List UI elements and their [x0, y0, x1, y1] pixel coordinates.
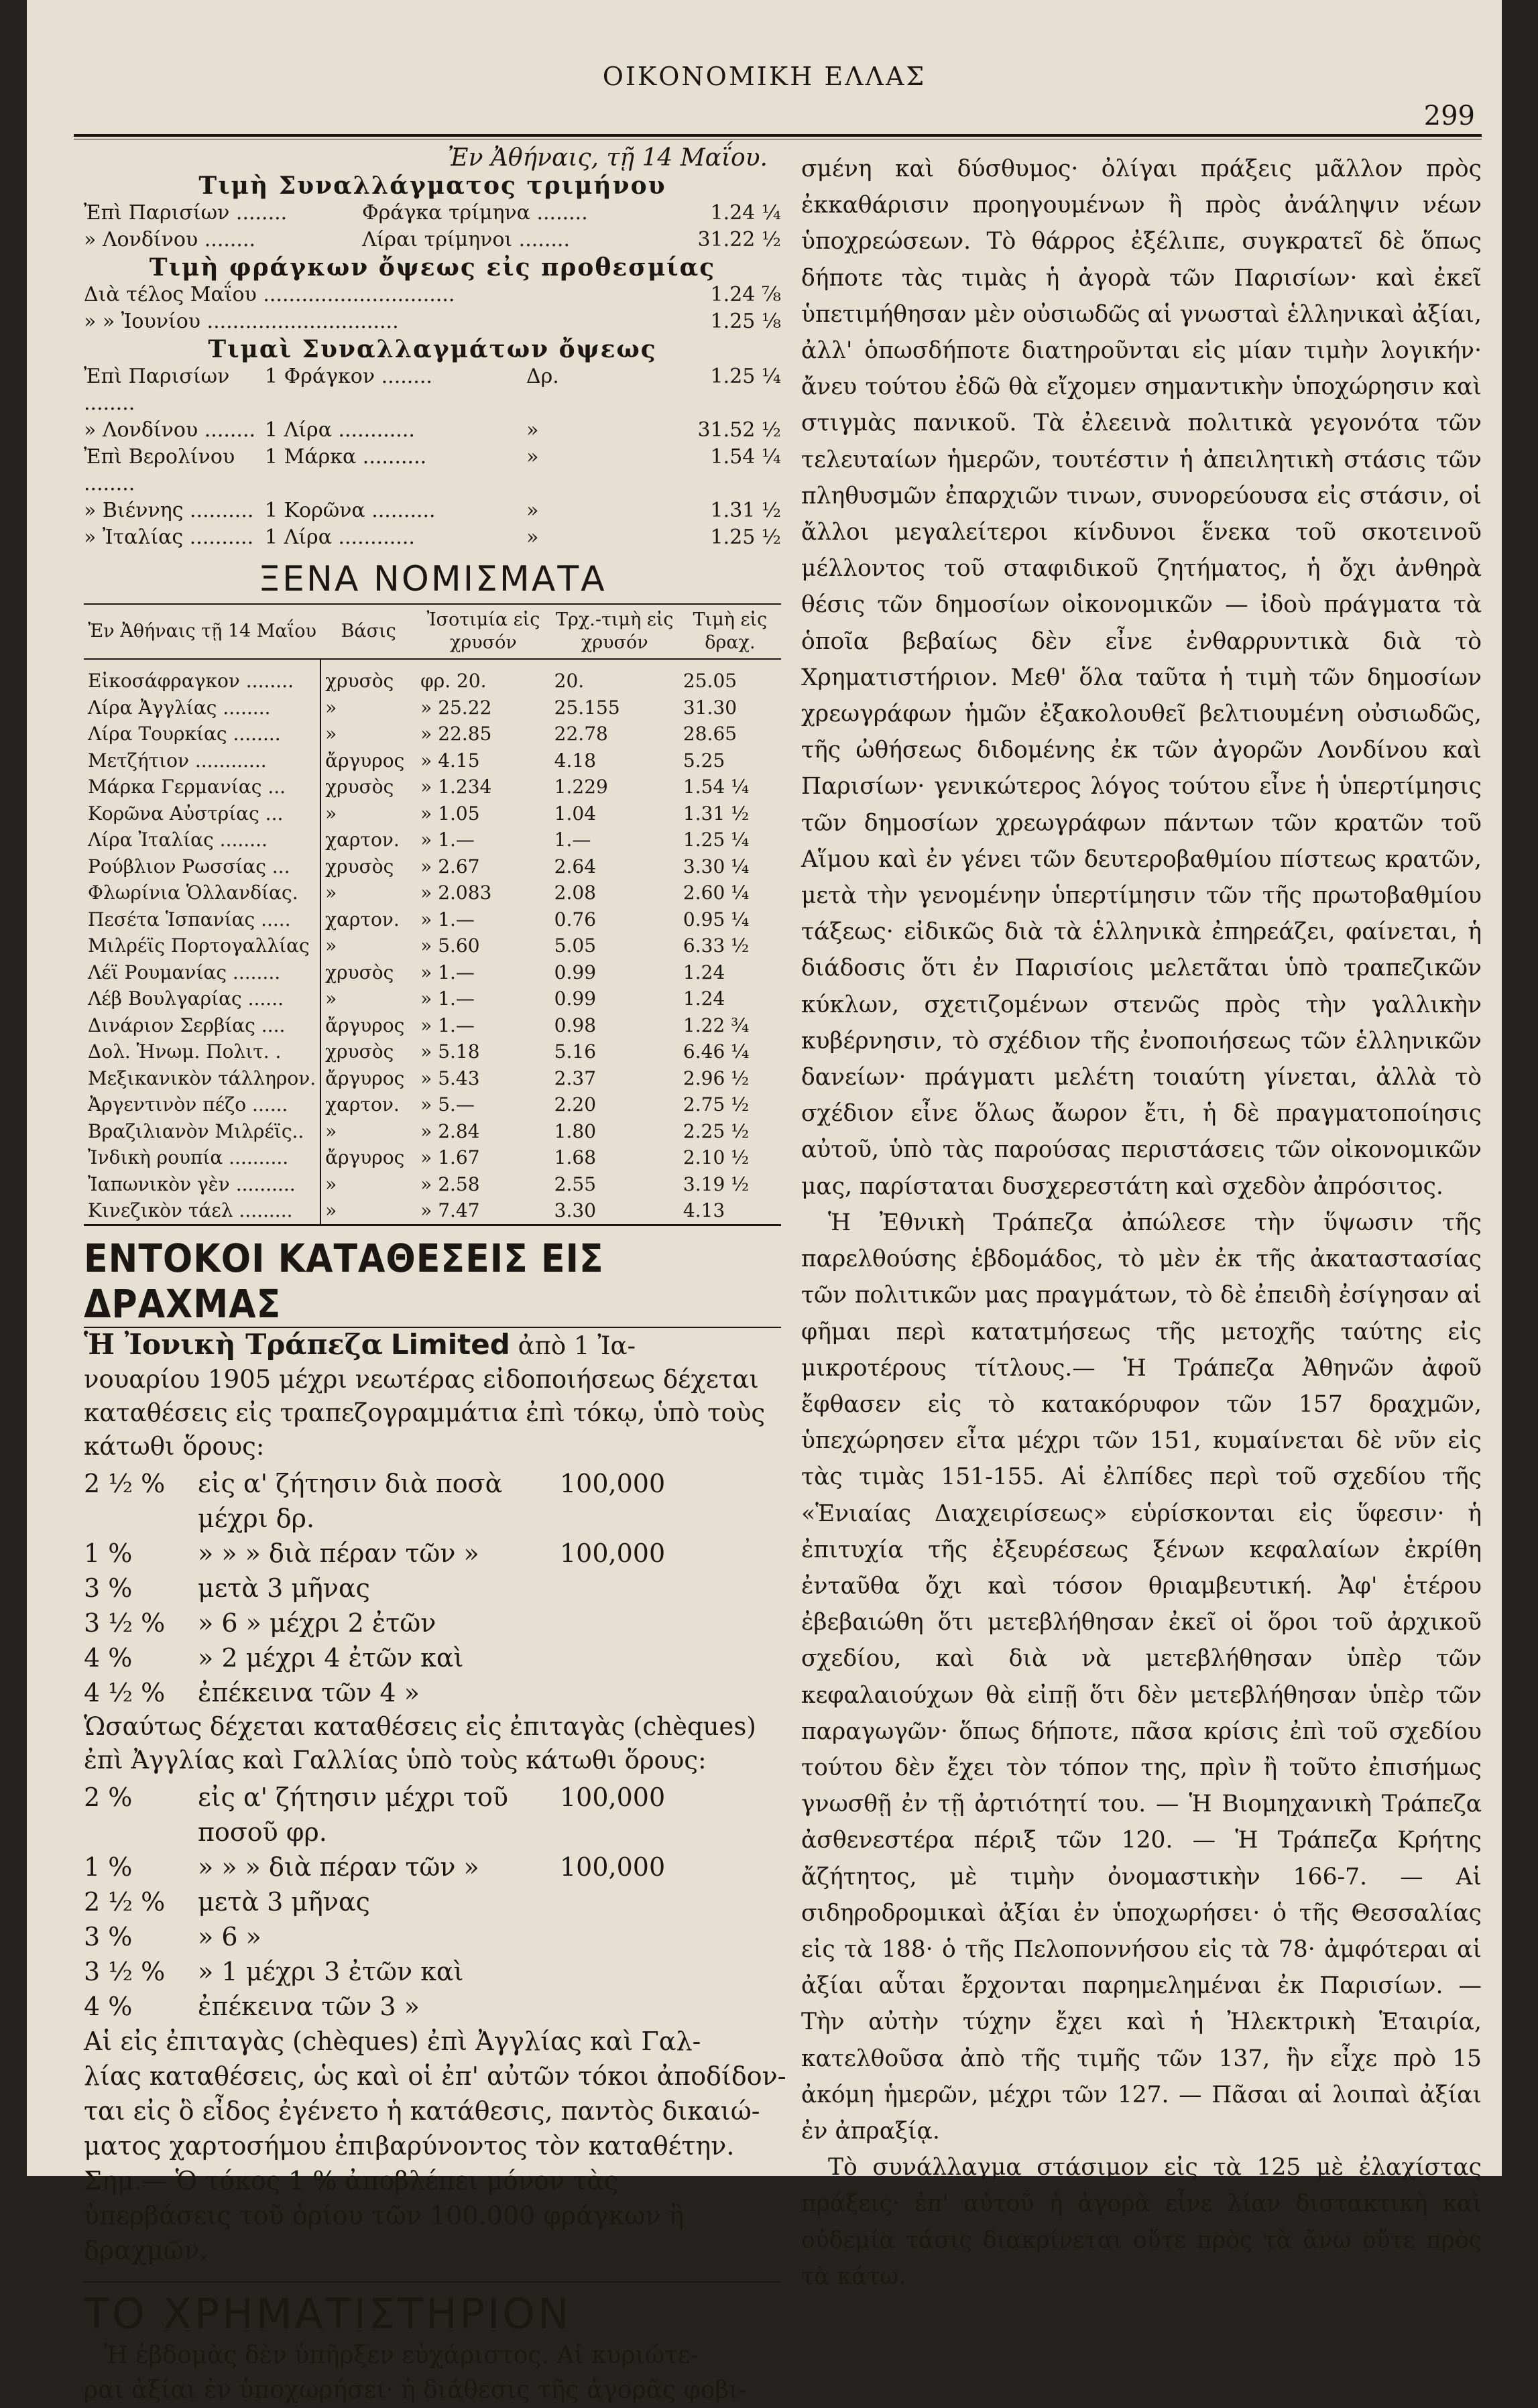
ad-line: Ὡσαύτως δέχεται καταθέσεις εἰς ἐπιταγὰς (chèques) [84, 1711, 756, 1741]
stock-exchange-title: ΤΟ ΧΡΗΜΑΤΙΣΤΗΡΙΟΝ [84, 2281, 781, 2338]
term-row [84, 1466, 781, 1536]
currency-name: Λίρα Ἀγγλίας ........ [84, 695, 320, 721]
currency-basis: χαρτον. [325, 1093, 400, 1116]
ad-line: ἀπὸ 1 Ἰα- [518, 1331, 636, 1360]
term-rate: 2 ½ % [84, 1886, 166, 1917]
currency-name: Μετζήτιον ............ [84, 747, 320, 774]
rate-value: 1.54 ¼ [710, 445, 781, 469]
forward-rows [84, 282, 781, 335]
currency-price: 1.25 ¼ [683, 829, 750, 851]
rate-label: Διὰ τέλος Μαΐου .............................. [84, 283, 455, 306]
currency-name: Ἰαπωνικὸν γὲν .......... [84, 1171, 320, 1198]
rate-label: Ἐπὶ Βερολίνου ........ [84, 445, 235, 495]
rate-row [84, 308, 781, 335]
rate-currency: Δρ. [526, 365, 559, 388]
rate-unit: 1 Κορῶνα .......... [265, 499, 436, 522]
currency-name: Λέϊ Ρουμανίας ........ [84, 959, 320, 986]
deposits-ad-title: ΕΝΤΟΚΟΙ ΚΑΤΑΘΕΣΕΙΣ ΕΙΣ ΔΡΑΧΜΑΣ [84, 1236, 781, 1328]
deposit-terms-1 [84, 1466, 781, 1710]
header-rule [74, 134, 1482, 139]
col-header-parity: Ἰσοτιμία εἰς χρυσόν [416, 604, 550, 659]
currency-basis: χρυσὸς [325, 855, 394, 878]
col-header-basis: Βάσις [320, 604, 416, 659]
rate-label: » » Ἰουνίου .............................. [84, 310, 399, 333]
currency-parity: » 2.083 [420, 882, 492, 904]
table-row [84, 695, 781, 721]
currency-price: 2.10 ½ [683, 1146, 750, 1168]
term-period: εἰς α' ζήτησιν μέχρι τοῦ ποσοῦ φρ. [198, 1782, 509, 1847]
term-row [84, 1989, 781, 2024]
term-amount [560, 1640, 781, 1675]
currency-current: 5.05 [554, 935, 597, 957]
table-row [84, 959, 781, 986]
term-period: » 6 » [198, 1921, 261, 1951]
currency-current: 1.80 [554, 1120, 597, 1142]
currency-current: 1.68 [554, 1146, 597, 1168]
running-title: ΟΙΚΟΝΟΜΙΚΗ ΕΛΛΑΣ [602, 62, 927, 91]
rate-label: » Λονδίνου ........ [84, 228, 256, 251]
term-row [84, 1954, 781, 1989]
currency-current: 3.30 [554, 1199, 597, 1221]
rate-currency: » [526, 499, 539, 522]
term-row [84, 1536, 781, 1571]
term-amount [560, 1884, 781, 1919]
currency-current: 0.99 [554, 987, 597, 1010]
term-period: εἰς α' ζήτησιν διὰ ποσὰ μέχρι δρ. [198, 1468, 503, 1533]
currencies-title: ΞΕΝΑ ΝΟΜΙΣΜΑΤΑ [258, 559, 607, 599]
table-row [84, 985, 781, 1012]
term-period: » » » διὰ πέραν τῶν » [198, 1852, 479, 1882]
currency-current: 0.98 [554, 1014, 597, 1036]
currency-basis: χαρτον. [325, 829, 400, 851]
term-period: » 1 μέχρι 3 ἐτῶν καὶ [198, 1956, 464, 1986]
currency-price: 1.24 [683, 987, 725, 1010]
ad-line: ται εἰς ὃ εἶδος ἐγένετο ἡ κατάθεσις, παντὸς δικαιώ- [84, 2096, 760, 2126]
ad-line: νουαρίου 1905 μέχρι νεωτέρας εἰδοποιήσεως δέχεται [84, 1364, 759, 1394]
rate-label: » Λονδίνου ........ [84, 418, 256, 442]
rate-value: 1.31 ½ [710, 499, 781, 522]
term-rate: 3 ½ % [84, 1608, 166, 1638]
currency-price: 1.31 ½ [683, 802, 750, 825]
table-row [84, 721, 781, 747]
currency-price: 0.95 ¼ [683, 908, 750, 930]
currency-current: 4.18 [554, 749, 597, 772]
left-column [84, 144, 786, 2408]
currency-name: Λέβ Βουλγαρίας ...... [84, 985, 320, 1012]
currency-basis: » [325, 882, 337, 904]
deposits-ad-body [84, 1328, 781, 1463]
currency-parity: » 1.234 [420, 776, 492, 798]
rate-value: 1.24 ⅞ [710, 283, 781, 306]
exchange-line: Ἡ ἑβδομὰς δὲν ὑπῆρξεν εὐχάριστος. Αἱ κυριώτε- [104, 2341, 699, 2369]
rate-label: Ἐπὶ Παρισίων ........ [84, 365, 230, 415]
section-title-sight: Τιμαὶ Συναλλαγμάτων ὄψεως [208, 335, 657, 363]
currency-current: 0.99 [554, 961, 597, 983]
term-amount [560, 1919, 781, 1954]
currency-price: 2.60 ¼ [683, 882, 750, 904]
table-row [84, 880, 781, 906]
table-row [84, 1118, 781, 1145]
col-header-date: Ἐν Ἀθήναις τῇ 14 Μαΐου [84, 604, 320, 659]
rate-unit: 1 Φράγκον ........ [265, 365, 432, 388]
term-rate: 1 % [84, 1852, 133, 1882]
rate-row [84, 227, 781, 253]
term-rate: 1 % [84, 1538, 133, 1568]
section-title-exchange-3m: Τιμὴ Συναλλάγματος τριμήνου [198, 172, 666, 200]
currency-current: 1.229 [554, 776, 608, 798]
currency-basis: » [325, 1199, 337, 1221]
term-row [84, 1571, 781, 1606]
rate-row [84, 363, 781, 417]
table-row [84, 800, 781, 827]
rate-currency: » [526, 445, 539, 469]
currency-basis: » [325, 935, 337, 957]
currency-parity: » 4.15 [420, 749, 480, 772]
term-period: μετὰ 3 μῆνας [198, 1886, 370, 1917]
currency-basis: ἄργυρος [325, 1014, 405, 1036]
table-row [84, 1197, 781, 1225]
term-amount [560, 1954, 781, 1989]
rate-currency: » [526, 418, 539, 442]
currency-price: 1.54 ¼ [683, 776, 750, 798]
article-paragraph: Τὸ συνάλλαγμα στάσιμον εἰς τὰ 125 μὲ ἐλαχίστας πράξεις· ἐπ' αὐτοῦ ἡ ἀγορὰ εἶνε λίαν διστακτικὴ καὶ οὐδεμία τάσις διακρίνεται οὔτε πρὸς τὰ ἄνω οὔτε πρὸς τὰ κάτω. [801, 2154, 1482, 2290]
term-rate: 3 ½ % [84, 1956, 166, 1986]
currency-price: 3.30 ¼ [683, 855, 750, 878]
ad-note: ὑπερβάσεις τοῦ ὁρίου τῶν 100.000 φράγκων ἢ [84, 2200, 685, 2230]
currency-parity: » 1.— [420, 829, 475, 851]
rate-row [84, 282, 781, 308]
ad-line: ἐπὶ Ἀγγλίας καὶ Γαλλίας ὑπὸ τοὺς κάτωθι ὅρους: [84, 1745, 707, 1774]
exchange-line: ραι ἀξίαι ἐν ὑποχωρήσει· ἡ διάθεσις τῆς ἀγορᾶς φοβι- [84, 2376, 747, 2404]
article-paragraph: σμένη καὶ δύσθυμος· ὀλίγαι πράξεις μᾶλλον πρὸς ἐκκαθάρισιν προηγουμένων ἢ πρὸς ἀνάληψιν νέων ὑποχρεώσεων. Τὸ θάρρος ἐξέλιπε, συγκρατεῖ δὲ ὅπως δήποτε τὰς τιμὰς ἡ ἀγορὰ τῶν Παρισίων· καὶ ἐκεῖ ὑπετιμήθησαν μὲν οὐσιωδῶς αἱ γνωσταὶ ἑλληνικαὶ ἀξίαι, ἀλλ' ὁπωσδήποτε διατηροῦνται εἰς μίαν τιμὴν λογικήν· ἄνευ τούτου ἐδῶ θὰ εἴχομεν σημαντικὴν ὑποχώρησιν καὶ στιγμὰς πανικοῦ. Τὰ ἐλεεινὰ πολιτικὰ γεγονότα τῶν τελευταίων ἡμερῶν, τουτέστιν ἡ ἀπειλητικὴ στάσις τῶν πληθυσμῶν ἐπαρχιῶν τινων, συνορεύουσα εἰς στάσιν, οἱ ἄλλοι μεγαλείτεροι κίνδυνοι ἕνεκα τοῦ σκοτεινοῦ μέλλοντος τοῦ σταφιδικοῦ ζητήματος, ἡ ὄχι ἀνθηρὰ θέσις τῶν δημοσίων οἰκονομικῶν — ἰδοὺ πράγματα τὰ ὁποῖα βεβαίως δὲν εἶνε ἐνθαρρυντικὰ διὰ τὸ Χρηματιστήριον. Μεθ' ὅλα ταῦτα ἡ τιμὴ τῶν δημοσίων χρεωγράφων ἡμῶν ἐξακολουθεῖ βελτιουμένη οὐσιωδῶς, τῆς ὠθήσεως διδομένης ἐκ τῶν ἀγορῶν Λονδίνου καὶ Παρισίων· γενικώτερος λόγος τούτου εἶνε ἡ ὑπερτίμησις τῶν δημοσίων χρεωγράφων πάντων τῶν κρατῶν τοῦ Αἵμου καὶ ἐν γένει τῶν δευτεροβαθμίου πίστεως κρατῶν, μετὰ τὴν γενομένην ὑπερτίμησιν τῶν τῆς πρωτοβαθμίου τάξεως· εἰδικῶς διὰ τὰ ἑλληνικὰ ἐπηρεάζει, φαίνεται, ἡ διάδοσις ὅτι ἐν Παρισίοις μελετᾶται ὑπὸ τραπεζικῶν κύκλων, σχετιζομένων στενῶς πρὸς τὴν γαλλικὴν κυβέρνησιν, τὸ σχέδιον τῆς ἐνοποιήσεως τῶν ἑλληνικῶν δανείων· πράγματι μελέτη τοιαύτη γίνεται, ἀλλὰ τὸ σχέδιον εἶνε ὅλως ἄωρον ἔτι, ἡ δὲ πραγματοποίησις αὐτοῦ, ὑπὸ τὰς παρούσας περιστάσεις τῶν οἰκονομικῶν μας, παρίσταται δυσχερεστάτη καὶ σχεδὸν ἀπρόσιτος. [801, 156, 1482, 1200]
currency-price: 2.25 ½ [683, 1120, 750, 1142]
term-amount: 100,000 [560, 1782, 666, 1812]
currency-current: 5.16 [554, 1040, 597, 1063]
deposits-mid [84, 1710, 781, 1777]
currency-name: Μεξικανικὸν τάλληρον. [84, 1065, 320, 1092]
currency-current: 0.76 [554, 908, 597, 930]
currency-parity: » 25.22 [420, 696, 492, 719]
rate-desc: Λίραι τρίμηνοι ........ [362, 228, 570, 251]
term-rate: 2 ½ % [84, 1468, 166, 1498]
currency-price: 2.75 ½ [683, 1093, 750, 1116]
table-row [84, 906, 781, 933]
currency-price: 28.65 [683, 723, 737, 745]
currency-basis: χαρτον. [325, 908, 400, 930]
rate-value: 1.25 ½ [710, 526, 781, 549]
currency-parity: » 1.— [420, 961, 475, 983]
currency-parity: » 5.60 [420, 935, 480, 957]
table-row [84, 1038, 781, 1065]
currency-price: 6.46 ¼ [683, 1040, 750, 1063]
term-rate: 2 % [84, 1782, 133, 1812]
currency-name: Λίρα Τουρκίας ........ [84, 721, 320, 747]
table-row [84, 1144, 781, 1171]
currency-parity: » 22.85 [420, 723, 492, 745]
currency-current: 20. [554, 670, 585, 692]
term-row [84, 1780, 781, 1850]
deposit-terms-2 [84, 1780, 781, 2024]
rate-unit: 1 Μάρκα .......... [265, 445, 427, 469]
currency-parity: » 2.67 [420, 855, 480, 878]
currency-parity: » 1.67 [420, 1146, 480, 1168]
rate-value: 1.25 ¼ [710, 365, 781, 388]
table-row [84, 853, 781, 880]
currency-name: Εἰκοσάφραγκον ........ [84, 659, 320, 695]
ad-line: Αἱ εἰς ἐπιταγὰς (chèques) ἐπὶ Ἀγγλίας καὶ Γαλ- [84, 2026, 701, 2056]
term-amount: 100,000 [560, 1468, 666, 1498]
ad-note: δραχμῶν. [84, 2235, 208, 2265]
currency-parity: » 7.47 [420, 1199, 480, 1221]
table-row [84, 774, 781, 800]
table-row [84, 1171, 781, 1198]
term-amount [560, 1989, 781, 2024]
currency-price: 31.30 [683, 696, 737, 719]
currency-basis: ἄργυρος [325, 1067, 405, 1089]
currencies-table [84, 603, 781, 1226]
term-row [84, 1884, 781, 1919]
currency-name: Λίρα Ἰταλίας ........ [84, 827, 320, 853]
term-period: ἐπέκεινα τῶν 3 » [198, 1991, 420, 2021]
rate-currency: » [526, 526, 539, 549]
currency-parity: » 1.— [420, 1014, 475, 1036]
currency-current: 1.— [554, 829, 591, 851]
currency-name: Βραζιλιανὸν Μιλρέϊς.. [84, 1118, 320, 1145]
term-row [84, 1640, 781, 1675]
rate-row [84, 524, 781, 551]
col-header-current: Τρχ.-τιμὴ εἰς χρυσόν [550, 604, 679, 659]
term-row [84, 1850, 781, 1884]
rate-label: Ἐπὶ Παρισίων ........ [84, 201, 288, 225]
currency-basis: » [325, 1120, 337, 1142]
term-period: » 2 μέχρι 4 ἐτῶν καὶ [198, 1642, 464, 1673]
currency-basis: χρυσὸς [325, 961, 394, 983]
currency-price: 1.22 ¾ [683, 1014, 750, 1036]
article-paragraph: Ἡ Ἐθνικὴ Τράπεζα ἀπώλεσε τὴν ὕψωσιν τῆς παρελθούσης ἑβδομάδος, τὸ μὲν ἐκ τῆς ἀκαταστασίας τῶν πολιτικῶν μας πραγμάτων, τὸ δὲ ἐπειδὴ ἐσίγησαν αἱ φῆμαι περὶ κατατμήσεως τῆς μετοχῆς ταύτης εἰς μικροτέρους τίτλους.— Ἡ Τράπεζα Ἀθηνῶν ἀφοῦ ἔφθασεν εἰς τὸ κατακόρυφον τῶν 157 δραχμῶν, ὑπεχώρησεν εἶτα μέχρι τῶν 151, κυμαίνεται δὲ νῦν εἰς τὰς τιμὰς 151-155. Αἱ ἐλπίδες περὶ τοῦ σχεδίου τῆς «Ἑνιαίας Διαχειρίσεως» εὑρίσκονται εἰς ὕφεσιν· ἡ ἐπιτυχία τῆς ἐξευρέσεως ξένων κεφαλαίων ἐκρίθη ἐνταῦθα ὄχι καὶ τόσον θριαμβευτική. Ἀφ' ἑτέρου ἐβεβαιώθη ὅτι μετεβλήθησαν ἐκεῖ οἱ ὅροι τοῦ ἀρχικοῦ σχεδίου, καὶ διὰ νὰ μετεβλήθησαν ὑπὲρ τῶν κεφαλαιούχων θὰ εἰπῇ ὅτι δὲν μετεβλήθησαν ὑπὲρ τῶν παραγωγῶν· ὅπως δήποτε, πᾶσα κρίσις ἐπὶ τοῦ σχεδίου τούτου δὲν ἔχει τὸν τόπον της, πρὶν ἢ τοῦτο ἐπισήμως γνωσθῇ ἐν τῇ ἀρτιότητί του. — Ἡ Βιομηχανικὴ Τράπεζα ἀσθενεστέρα πέριξ τῶν 120. — Ἡ Τράπεζα Κρήτης ἄζήτητος, μὲ τιμὴν ὀνομαστικὴν 166-7. — Αἱ σιδηροδρομικαὶ ἀξίαι ἐν ὑποχωρήσει· ὁ τῆς Θεσσαλίας εἰς τὰ 188· ὁ τῆς Πελοποννήσου εἰς τὰ 78· ἀμφότεραι αἱ ἀξίαι αὗται ἔρχονται παρημελημέναι ἐκ Παρισίων. — Τὴν αὐτὴν τύχην ἔχει καὶ ἡ Ἠλεκτρικὴ Ἑταιρία, κατελθοῦσα ἀπὸ τῆς τιμῆς τῶν 137, ἣν εἶχε πρὸ 15 ἀκόμη ἡμερῶν, μέχρι τῶν 127. — Πᾶσαι αἱ λοιπαὶ ἀξίαι ἐν ἀπραξίᾳ. [801, 1209, 1482, 2145]
ad-note: Σημ.— Ὁ τόκος 1 % ἀποβλέπει μόνον τὰς [84, 2165, 619, 2195]
rate-value: 1.24 ¼ [710, 201, 781, 225]
currency-parity: » 5.18 [420, 1040, 480, 1063]
currency-basis: » [325, 802, 337, 825]
currency-parity: φρ. 20. [420, 670, 487, 692]
newspaper-page [27, 0, 1502, 2404]
term-row [84, 1675, 781, 1710]
rate-row [84, 417, 781, 444]
bank-name: Ἡ Ἰονικὴ Τράπεζα [84, 1327, 383, 1361]
currency-basis: χρυσὸς [325, 776, 394, 798]
currency-current: 2.08 [554, 882, 597, 904]
ad-line: ματος χαρτοσήμου ἐπιβαρύνοντος τὸν καταθέτην. [84, 2130, 735, 2161]
rate-value: 1.25 ⅛ [710, 310, 781, 333]
table-row [84, 1091, 781, 1118]
currency-basis: ἄργυρος [325, 1146, 405, 1168]
rate-value: 31.22 ½ [697, 228, 781, 251]
term-rate: 3 % [84, 1573, 133, 1603]
term-row [84, 1606, 781, 1640]
currency-name: Ἀργεντινὸν πέζο ...... [84, 1091, 320, 1118]
term-amount [560, 1606, 781, 1640]
term-period: » 6 » μέχρι 2 ἐτῶν [198, 1608, 436, 1638]
currency-parity: » 5.— [420, 1093, 475, 1116]
currency-parity: » 2.58 [420, 1172, 480, 1195]
term-row [84, 1919, 781, 1954]
rate-unit: 1 Λίρα ............ [265, 418, 415, 442]
section-title-forward: Τιμὴ φράγκων ὄψεως εἰς προθεσμίας [149, 253, 716, 282]
term-period: ἐπέκεινα τῶν 4 » [198, 1677, 420, 1707]
term-amount: 100,000 [560, 1852, 666, 1882]
currency-current: 1.04 [554, 802, 597, 825]
rate-label: » Βιέννης .......... [84, 499, 254, 522]
rate-row [84, 444, 781, 497]
currency-current: 2.20 [554, 1093, 597, 1116]
right-column [801, 151, 1482, 2295]
sight-rows [84, 363, 781, 551]
rate-label: » Ἰταλίας .......... [84, 526, 254, 549]
rate-value: 31.52 ½ [697, 418, 781, 442]
currency-name: Κινεζικὸν τάελ ......... [84, 1197, 320, 1225]
term-amount [560, 1571, 781, 1606]
term-period: μετὰ 3 μῆνας [198, 1573, 370, 1603]
currency-basis: » [325, 696, 337, 719]
table-row [84, 932, 781, 959]
rate-unit: 1 Λίρα ............ [265, 526, 415, 549]
currency-parity: » 1.— [420, 908, 475, 930]
currency-name: Πεσέτα Ἱσπανίας ..... [84, 906, 320, 933]
term-amount [560, 1675, 781, 1710]
currency-parity: » 1.— [420, 987, 475, 1010]
rate-row [84, 497, 781, 524]
currency-basis: » [325, 723, 337, 745]
currency-price: 4.13 [683, 1199, 725, 1221]
currency-current: 2.55 [554, 1172, 597, 1195]
currency-name: Κορῶνα Αὐστρίας ... [84, 800, 320, 827]
table-row [84, 659, 781, 695]
rate-row [84, 200, 781, 227]
ad-line: κάτωθι ὅρους: [84, 1431, 265, 1461]
term-period: » » » διὰ πέραν τῶν » [198, 1538, 479, 1568]
currency-name: Δολ. Ἡνωμ. Πολιτ. . [84, 1038, 320, 1065]
page-number: 299 [1423, 101, 1475, 131]
currency-basis: χρυσὸς [325, 670, 394, 692]
term-amount: 100,000 [560, 1538, 666, 1568]
currency-price: 5.25 [683, 749, 725, 772]
currency-name: Φλωρίνια Ὁλλανδίας. [84, 880, 320, 906]
bank-suffix: Limited [390, 1327, 510, 1361]
date-line: Ἐν Ἀθήναις, τῇ 14 Μαΐου. [447, 144, 768, 172]
currency-price: 6.33 ½ [683, 935, 750, 957]
term-rate: 4 % [84, 1642, 133, 1673]
currency-price: 1.24 [683, 961, 725, 983]
currency-parity: » 1.05 [420, 802, 480, 825]
term-rate: 4 % [84, 1991, 133, 2021]
ad-line: λίας καταθέσεις, ὡς καὶ οἱ ἐπ' αὐτῶν τόκοι ἀποδίδον- [84, 2061, 786, 2091]
table-row [84, 827, 781, 853]
currency-name: Μιλρέϊς Πορτογαλλίας [84, 932, 320, 959]
rate-desc: Φράγκα τρίμηνα ........ [362, 201, 588, 225]
currency-parity: » 2.84 [420, 1120, 480, 1142]
col-header-price: Τιμὴ εἰς δραχ. [679, 604, 781, 659]
currency-name: Μάρκα Γερμανίας ... [84, 774, 320, 800]
currency-name: Ἰνδικὴ ρουπία .......... [84, 1144, 320, 1171]
currency-name: Δινάριον Σερβίας .... [84, 1012, 320, 1039]
term-rate: 3 % [84, 1921, 133, 1951]
currency-current: 22.78 [554, 723, 608, 745]
table-row [84, 1065, 781, 1092]
currency-basis: χρυσὸς [325, 1040, 394, 1063]
currency-basis: » [325, 1172, 337, 1195]
deposits-tail [84, 2024, 786, 2268]
currency-parity: » 5.43 [420, 1067, 480, 1089]
currency-price: 25.05 [683, 670, 737, 692]
currency-current: 25.155 [554, 696, 620, 719]
currency-current: 2.64 [554, 855, 597, 878]
currency-current: 2.37 [554, 1067, 597, 1089]
term-rate: 4 ½ % [84, 1677, 166, 1707]
currency-price: 2.96 ½ [683, 1067, 750, 1089]
table-row [84, 1012, 781, 1039]
currency-basis: ἄργυρος [325, 749, 405, 772]
ad-line: καταθέσεις εἰς τραπεζογραμμάτια ἐπὶ τόκῳ, ὑπὸ τοὺς [84, 1398, 766, 1427]
table-row [84, 747, 781, 774]
currency-price: 3.19 ½ [683, 1172, 750, 1195]
currency-name: Ρούβλιον Ρωσσίας ... [84, 853, 320, 880]
currency-basis: » [325, 987, 337, 1010]
exchange-3m-rows [84, 200, 781, 253]
